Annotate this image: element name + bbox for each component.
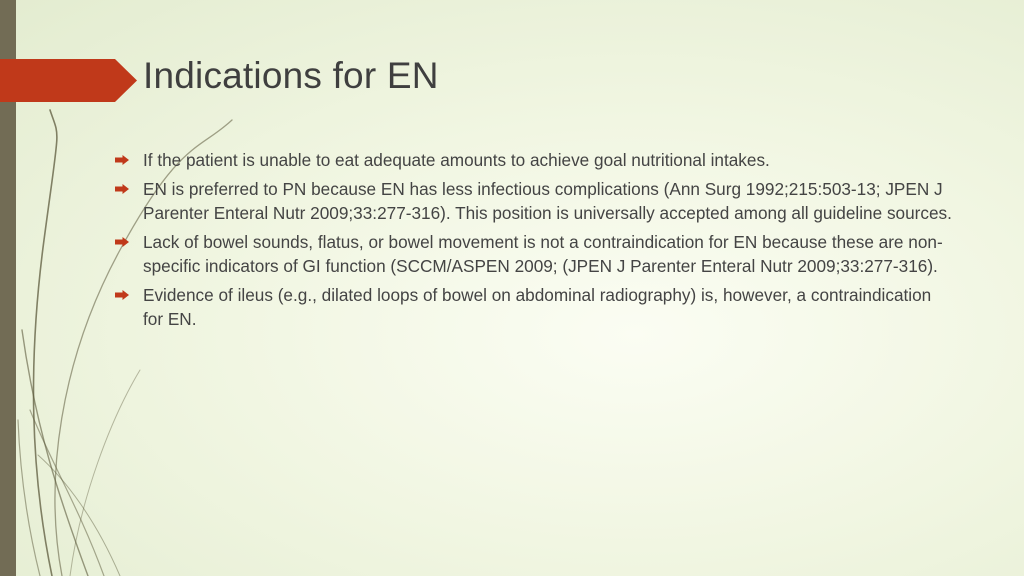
bullet-item (115, 177, 955, 225)
bullet-text: If the patient is unable to eat adequate amounts to achieve goal nutritional intakes. (143, 150, 770, 170)
bullet-text: Evidence of ileus (e.g., dilated loops of bowel on abdominal radiography) is, however, a contraindication for EN. (143, 285, 932, 329)
bullet-list (115, 148, 955, 336)
bullet-item (115, 148, 955, 172)
bullet-arrow-icon (115, 237, 129, 247)
bullet-text: EN is preferred to PN because EN has less infectious complications (Ann Surg 1992;215:503-13; JPEN J Parenter Enteral Nutr 2009;33:277-316). This position is universally accepted among all guideline sources. (143, 179, 952, 223)
bullet-arrow-icon (115, 290, 129, 300)
bullet-arrow-icon (115, 155, 129, 165)
bullet-item (115, 283, 955, 331)
bullet-item (115, 230, 955, 278)
bullet-arrow-icon (115, 184, 129, 194)
slide-title: Indications for EN (143, 55, 439, 96)
bullet-text: Lack of bowel sounds, flatus, or bowel movement is not a contraindication for EN because these are non-specific indicators of GI function (SCCM/ASPEN 2009; (JPEN J Parenter Enteral Nutr 2009;33:277-316). (143, 232, 943, 276)
title-arrow-banner (0, 59, 137, 102)
